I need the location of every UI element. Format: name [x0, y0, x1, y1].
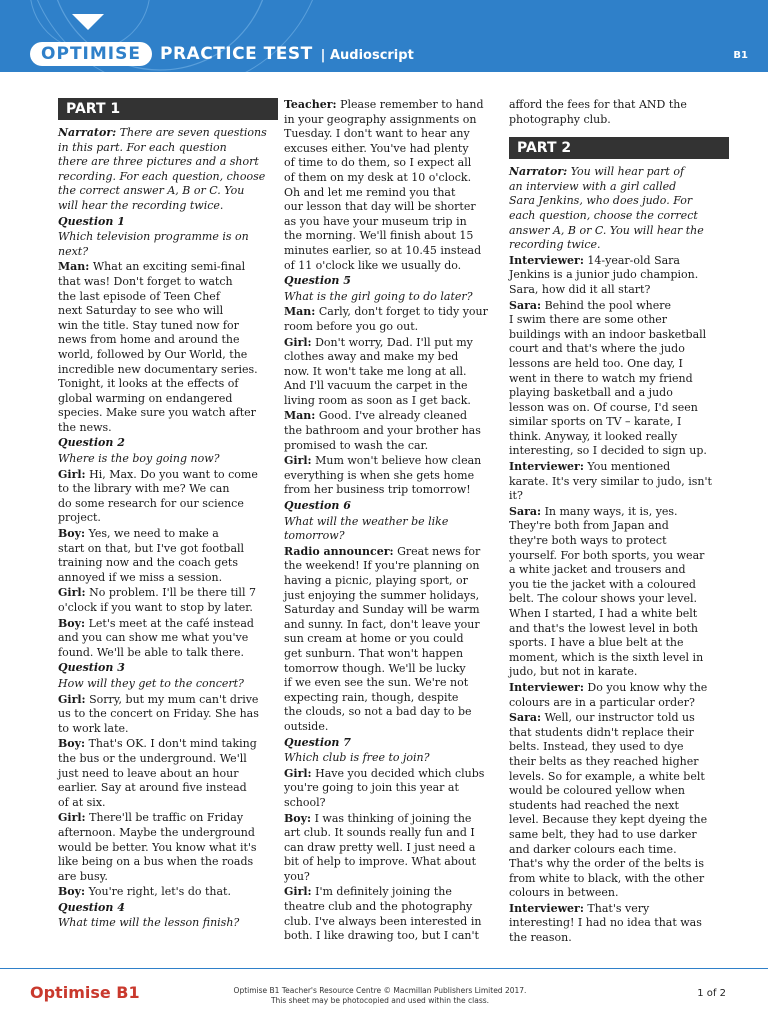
text-line: What time will the lesson finish?: [58, 916, 240, 930]
text-line: it?: [509, 489, 523, 503]
question-label: Question 5: [284, 274, 351, 288]
text-line: and sunny. In fact, don't leave your: [284, 617, 480, 631]
text-line: our lesson that day will be shorter: [284, 200, 476, 214]
dialogue-turn: [284, 767, 504, 811]
text-line: to the library with me? We can: [58, 482, 230, 496]
text-line: Sara, how did it all start?: [509, 282, 651, 296]
text-line: playing basketball and a judo: [509, 386, 673, 400]
question-prompt: [58, 916, 278, 931]
speech-text: Have you decided which clubs: [315, 766, 485, 780]
column-2: [284, 98, 504, 945]
speaker-label: Interviewer:: [509, 901, 584, 915]
footer-brand: Optimise B1: [30, 983, 140, 1002]
speech-text: Please remember to hand: [340, 98, 484, 111]
text-line: the bathroom and your brother has: [284, 424, 481, 438]
text-line: [284, 454, 504, 469]
text-line: lesson was on. Of course, I'd seen: [509, 400, 698, 414]
footer-divider: [0, 968, 768, 969]
text-line: each question, choose the correct: [509, 208, 698, 222]
speaker-label: Man:: [284, 305, 316, 319]
text-line: found. We'll be able to talk there.: [58, 645, 245, 659]
column-3: [509, 98, 729, 947]
speech-text: What an exciting semi-final: [92, 260, 246, 274]
text-line: level. Because they kept dyeing the: [509, 813, 708, 827]
text-line: [509, 460, 729, 475]
text-line: the news.: [58, 420, 112, 434]
text-line: now. It won't take me long at all.: [284, 364, 467, 378]
text-line: [58, 617, 278, 632]
text-line: What is the girl going to do later?: [284, 289, 473, 303]
text-line: outside.: [284, 719, 329, 733]
text-line: club. I've always been interested in: [284, 914, 482, 928]
dialogue-turn: [58, 811, 278, 884]
dialogue-turn: [284, 545, 504, 735]
text-line: interesting! I had no idea that was: [509, 916, 702, 930]
text-line: expecting rain, though, despite: [284, 690, 459, 704]
text-line: of 11 o'clock like we usually do.: [284, 258, 462, 272]
speaker-label: Man:: [284, 409, 316, 423]
speech-text: Yes, we need to make a: [88, 527, 219, 541]
dialogue-turn: [58, 586, 278, 615]
text-line: [58, 737, 278, 752]
text-line: just enjoying the summer holidays,: [284, 588, 480, 602]
speaker-label: Sara:: [509, 298, 542, 312]
text-line: the weekend! If you're planning on: [284, 559, 480, 573]
text-line: and that's the lowest level in both: [509, 621, 699, 635]
text-line: everything is when she gets home: [284, 468, 475, 482]
dialogue-turn: [58, 260, 278, 435]
question-prompt: [284, 515, 504, 544]
dialogue-turn: [58, 737, 278, 810]
text-line: from white to black, with the other: [509, 871, 705, 885]
text-line: And I'll vacuum the carpet in the: [284, 379, 468, 393]
text-line: incredible new documentary series.: [58, 362, 258, 376]
text-line: a white jacket and trousers and: [509, 563, 686, 577]
text-line: colours are in a particular order?: [509, 695, 695, 709]
question-prompt: [58, 452, 278, 467]
text-line: next?: [58, 244, 89, 258]
text-line: [58, 527, 278, 542]
text-line: think. Anyway, it looked really: [509, 429, 678, 443]
text-line: do some research for our science: [58, 496, 244, 510]
text-line: and you can show me what you've: [58, 631, 249, 645]
dialogue-turn: [509, 711, 729, 901]
text-line: [58, 693, 278, 708]
text-line: you're going to join this year at: [284, 781, 459, 795]
dialogue-turn: [509, 299, 729, 460]
question-prompt: [58, 677, 278, 692]
text-line: [284, 305, 504, 320]
text-line: [509, 902, 729, 917]
narrator-text: [509, 165, 729, 253]
speaker-label: Interviewer:: [509, 460, 584, 474]
text-line: school?: [284, 795, 326, 809]
audioscript-subtitle: | Audioscript: [320, 48, 414, 63]
text-line: Which television programme is on: [58, 230, 249, 244]
text-line: their belts as they reached higher: [509, 754, 699, 768]
text-line: in your geography assignments on: [284, 112, 477, 126]
dialogue-turn: [58, 693, 278, 737]
speech-text: Behind the pool where: [544, 298, 671, 312]
text-line: moment, which is the sixth level in: [509, 650, 704, 664]
text-line: species. Make sure you watch after: [58, 406, 256, 420]
optimise-logo: OPTIMISE: [30, 42, 152, 66]
text-line: next Saturday to see who will: [58, 304, 224, 318]
text-line: They're both from Japan and: [509, 519, 669, 533]
text-line: [284, 409, 504, 424]
text-line: are busy.: [58, 869, 108, 883]
text-line: What will the weather be like: [284, 514, 449, 528]
speech-text: There are seven questions: [119, 126, 267, 139]
text-line: When I started, I had a white belt: [509, 607, 698, 620]
question-label: Question 1: [58, 214, 125, 228]
text-line: there are three pictures and a short: [58, 155, 259, 169]
text-line: would be better. You know what it's: [58, 840, 257, 854]
text-line: training now and the coach gets: [58, 556, 238, 570]
text-line: Tonight, it looks at the effects of: [58, 377, 239, 391]
text-line: belt. The colour shows your level.: [509, 592, 698, 606]
speaker-label: Girl:: [58, 811, 86, 825]
text-line: they're both ways to protect: [509, 534, 667, 548]
question-label: Question 6: [284, 499, 351, 513]
dialogue-turn: [509, 681, 729, 710]
text-line: theatre club and the photography: [284, 900, 473, 914]
speech-text: 14-year-old Sara: [587, 253, 680, 267]
part-1-heading: PART 1: [58, 98, 278, 120]
speech-text: Well, our instructor told us: [544, 711, 695, 725]
speech-text: In many ways, it is, yes.: [544, 504, 678, 518]
text-line: an interview with a girl called: [509, 179, 677, 193]
text-line: from her business trip tomorrow!: [284, 483, 471, 497]
text-line: [509, 505, 729, 520]
dialogue-turn: [509, 902, 729, 946]
text-line: start on that, but I've got football: [58, 541, 245, 555]
text-line: of them on my desk at 10 o'clock.: [284, 170, 472, 184]
speech-text: Do you know why the: [587, 680, 708, 694]
speech-text: Good. I've already cleaned: [318, 409, 468, 423]
question-prompt: [284, 751, 504, 766]
text-line: clothes away and make my bed: [284, 350, 459, 364]
text-line: That's why the order of the belts is: [509, 857, 704, 871]
text-line: answer A, B or C. You will hear the: [509, 223, 704, 237]
speaker-label: Man:: [58, 260, 90, 274]
page-header: [0, 0, 768, 72]
speaker-label: Sara:: [509, 711, 542, 725]
part-2-heading: PART 2: [509, 137, 729, 159]
text-line: having a picnic, playing sport, or: [284, 574, 468, 587]
text-line: sun cream at home or you could: [284, 632, 464, 646]
text-line: [284, 885, 504, 900]
triangle-icon: [72, 14, 104, 30]
text-line: can draw pretty well. I just need a: [284, 840, 476, 854]
text-line: to work late.: [58, 721, 129, 735]
text-line: win the title. Stay tuned now for: [58, 318, 239, 332]
speech-text: Mum won't believe how clean: [315, 454, 482, 468]
dialogue-turn: [284, 336, 504, 409]
text-line: annoyed if we miss a session.: [58, 570, 223, 584]
text-line: living room as soon as I get back.: [284, 393, 471, 407]
text-line: afternoon. Maybe the underground: [58, 825, 255, 839]
dialogue-turn: [284, 812, 504, 885]
question-label: Question 2: [58, 436, 125, 450]
text-line: both. I like drawing too, but I can't: [284, 929, 479, 943]
speech-text: You mentioned: [587, 460, 671, 474]
text-line: the clouds, so not a bad day to be: [284, 705, 472, 719]
text-line: Tuesday. I don't want to hear any: [284, 127, 470, 141]
text-line: global warming on endangered: [58, 391, 233, 405]
copyright-line: Optimise B1 Teacher's Resource Centre © Macmillan Publishers Limited 2017.: [233, 986, 527, 995]
text-line: [58, 468, 278, 483]
text-line: that was! Don't forget to watch: [58, 274, 233, 288]
copyright-notice: [230, 986, 530, 1006]
dialogue-turn: [509, 460, 729, 504]
text-line: [284, 98, 504, 113]
text-line: [509, 165, 729, 180]
text-line: the last episode of Teen Chef: [58, 289, 220, 303]
speaker-label: Boy:: [284, 811, 312, 825]
text-line: of at six.: [58, 795, 106, 809]
text-line: recording twice.: [509, 238, 601, 252]
text-line: you?: [284, 869, 310, 883]
speech-text: I was thinking of joining the: [314, 811, 472, 825]
dialogue-turn: [509, 505, 729, 680]
text-line: would be coloured yellow when: [509, 784, 685, 798]
speech-text: No problem. I'll be there till 7: [89, 586, 256, 600]
text-line: Which club is free to join?: [284, 751, 430, 765]
speech-text: Great news for: [397, 544, 481, 558]
text-line: the reason.: [509, 931, 572, 945]
text-line: afford the fees for that AND the: [509, 98, 687, 111]
text-line: and darker colours each time.: [509, 842, 677, 856]
speaker-label: Interviewer:: [509, 680, 584, 694]
column-1: [58, 98, 278, 932]
text-line: [58, 811, 278, 826]
speech-text: You're right, let's do that.: [88, 885, 231, 899]
text-line: [284, 545, 504, 560]
text-line: o'clock if you want to stop by later.: [58, 601, 253, 614]
text-line: same belt, they had to use darker: [509, 827, 697, 841]
text-line: you tie the jacket with a coloured: [509, 577, 696, 591]
page-number: 1 of 2: [697, 988, 726, 999]
text-line: the bus or the underground. We'll: [58, 751, 247, 765]
text-line: sports. I have a blue belt at the: [509, 636, 684, 650]
text-line: buildings with an indoor basketball: [509, 327, 707, 341]
speaker-label: Boy:: [58, 737, 86, 751]
text-line: will hear the recording twice.: [58, 198, 224, 212]
speech-text: Sorry, but my mum can't drive: [89, 692, 259, 706]
text-line: Sara Jenkins, who does judo. For: [509, 194, 693, 208]
text-line: promised to wash the car.: [284, 438, 429, 452]
text-line: room before you go out.: [284, 319, 419, 333]
narrator-text: [58, 126, 278, 214]
text-line: minutes earlier, so at 10.45 instead: [284, 243, 482, 257]
text-line: court and that's where the judo: [509, 342, 685, 356]
speaker-label: Boy:: [58, 616, 86, 630]
text-line: karate. It's very similar to judo, isn't: [509, 474, 712, 488]
speech-text: You will hear part of: [570, 165, 685, 179]
speaker-label: Girl:: [284, 335, 312, 349]
speech-text: I'm definitely joining the: [315, 885, 452, 899]
dialogue-turn: [284, 454, 504, 498]
text-line: similar sports on TV – karate, I: [509, 415, 682, 429]
text-line: tomorrow though. We'll be lucky: [284, 661, 466, 675]
text-line: [58, 586, 278, 601]
copyright-line: This sheet may be photocopied and used within the class.: [270, 996, 490, 1005]
text-line: in this part. For each question: [58, 140, 227, 154]
dialogue-turn: [58, 617, 278, 661]
dialogue-turn: [58, 468, 278, 526]
speech-text: That's OK. I don't mind taking: [88, 737, 257, 751]
text-line: like being on a bus when the roads: [58, 855, 254, 869]
text-line: of time to do them, so I expect all: [284, 156, 472, 170]
text-line: levels. So for example, a white belt: [509, 769, 705, 783]
text-line: [58, 885, 278, 900]
practice-test-title: PRACTICE TEST: [160, 44, 313, 64]
speaker-label: Girl:: [284, 885, 312, 899]
speech-text: That's very: [587, 901, 650, 915]
text-line: if we even see the sun. We're not: [284, 676, 469, 690]
speaker-label: Boy:: [58, 885, 86, 899]
speech-text: Carly, don't forget to tidy your: [318, 305, 488, 319]
speech-text: Don't worry, Dad. I'll put my: [315, 335, 473, 349]
speaker-label: Girl:: [58, 586, 86, 600]
text-line: [58, 260, 278, 275]
question-label: Question 7: [284, 735, 351, 749]
speech-text: Hi, Max. Do you want to come: [89, 467, 258, 481]
text-line: bit of help to improve. What about: [284, 855, 477, 869]
text-line: earlier. Say at around five instead: [58, 781, 247, 795]
text-line: the morning. We'll finish about 15: [284, 229, 474, 243]
speech-text: There'll be traffic on Friday: [89, 811, 244, 825]
dialogue-turn: [58, 885, 278, 900]
text-line: news from home and around the: [58, 333, 240, 347]
text-line: went in there to watch my friend: [509, 371, 693, 385]
text-line: students had reached the next: [509, 798, 679, 812]
question-prompt: [284, 290, 504, 305]
text-line: [509, 299, 729, 314]
question-prompt: [58, 230, 278, 259]
speaker-label: Interviewer:: [509, 253, 584, 267]
speaker-label: Girl:: [284, 766, 312, 780]
dialogue-turn: [509, 254, 729, 298]
text-line: recording. For each question, choose: [58, 169, 266, 183]
text-line: project.: [58, 511, 101, 525]
text-line: us to the concert on Friday. She has: [58, 707, 259, 721]
text-line: How will they get to the concert?: [58, 676, 244, 690]
text-line: [284, 336, 504, 351]
dialogue-turn: [284, 409, 504, 453]
text-line: get sunburn. That won't happen: [284, 646, 464, 660]
speaker-label: Boy:: [58, 527, 86, 541]
text-line: that students didn't replace their: [509, 725, 694, 739]
speaker-label: Girl:: [58, 692, 86, 706]
text-line: art club. It sounds really fun and I: [284, 826, 475, 840]
text-line: [284, 767, 504, 782]
page-title: [160, 42, 414, 66]
text-line: world, followed by Our World, the: [58, 347, 248, 361]
level-badge: B1: [733, 50, 748, 61]
text-line: just need to leave about an hour: [58, 766, 239, 780]
dialogue-turn: [284, 98, 504, 273]
text-line: Oh and let me remind you that: [284, 185, 456, 199]
speech-text: Let's meet at the café instead: [88, 616, 254, 630]
speaker-label: Narrator:: [509, 165, 568, 179]
speaker-label: Teacher:: [284, 98, 337, 111]
text-line: belts. Instead, they used to dye: [509, 740, 684, 754]
dialogue-turn: [58, 527, 278, 585]
speaker-label: Narrator:: [58, 126, 117, 139]
text-line: Saturday and Sunday will be warm: [284, 603, 480, 617]
text-line: I swim there are some other: [509, 313, 668, 327]
question-label: Question 4: [58, 900, 125, 914]
text-line: excuses either. You've had plenty: [284, 141, 469, 155]
speaker-label: Girl:: [284, 454, 312, 468]
speaker-label: Radio announcer:: [284, 544, 394, 558]
speaker-label: Sara:: [509, 504, 542, 518]
text-line: [509, 254, 729, 269]
text-line: tomorrow?: [284, 529, 345, 543]
text-line: yourself. For both sports, you wear: [509, 548, 705, 562]
text-line: Jenkins is a junior judo champion.: [509, 268, 699, 282]
continued-text: [509, 98, 729, 127]
question-label: Question 3: [58, 661, 125, 675]
dialogue-turn: [284, 305, 504, 334]
text-line: photography club.: [509, 112, 611, 126]
dialogue-turn: [284, 885, 504, 943]
text-line: the correct answer A, B or C. You: [58, 184, 245, 198]
text-line: [284, 812, 504, 827]
text-line: [509, 711, 729, 726]
speaker-label: Girl:: [58, 467, 86, 481]
text-line: [58, 126, 278, 141]
text-line: Where is the boy going now?: [58, 452, 220, 466]
text-line: colours in between.: [509, 886, 619, 900]
text-line: interesting, so I decided to sign up.: [509, 444, 707, 458]
text-line: lessons are held too. One day, I: [509, 356, 683, 370]
text-line: [509, 681, 729, 696]
text-line: as you have your museum trip in: [284, 214, 467, 228]
text-line: judo, but not in karate.: [509, 665, 638, 679]
